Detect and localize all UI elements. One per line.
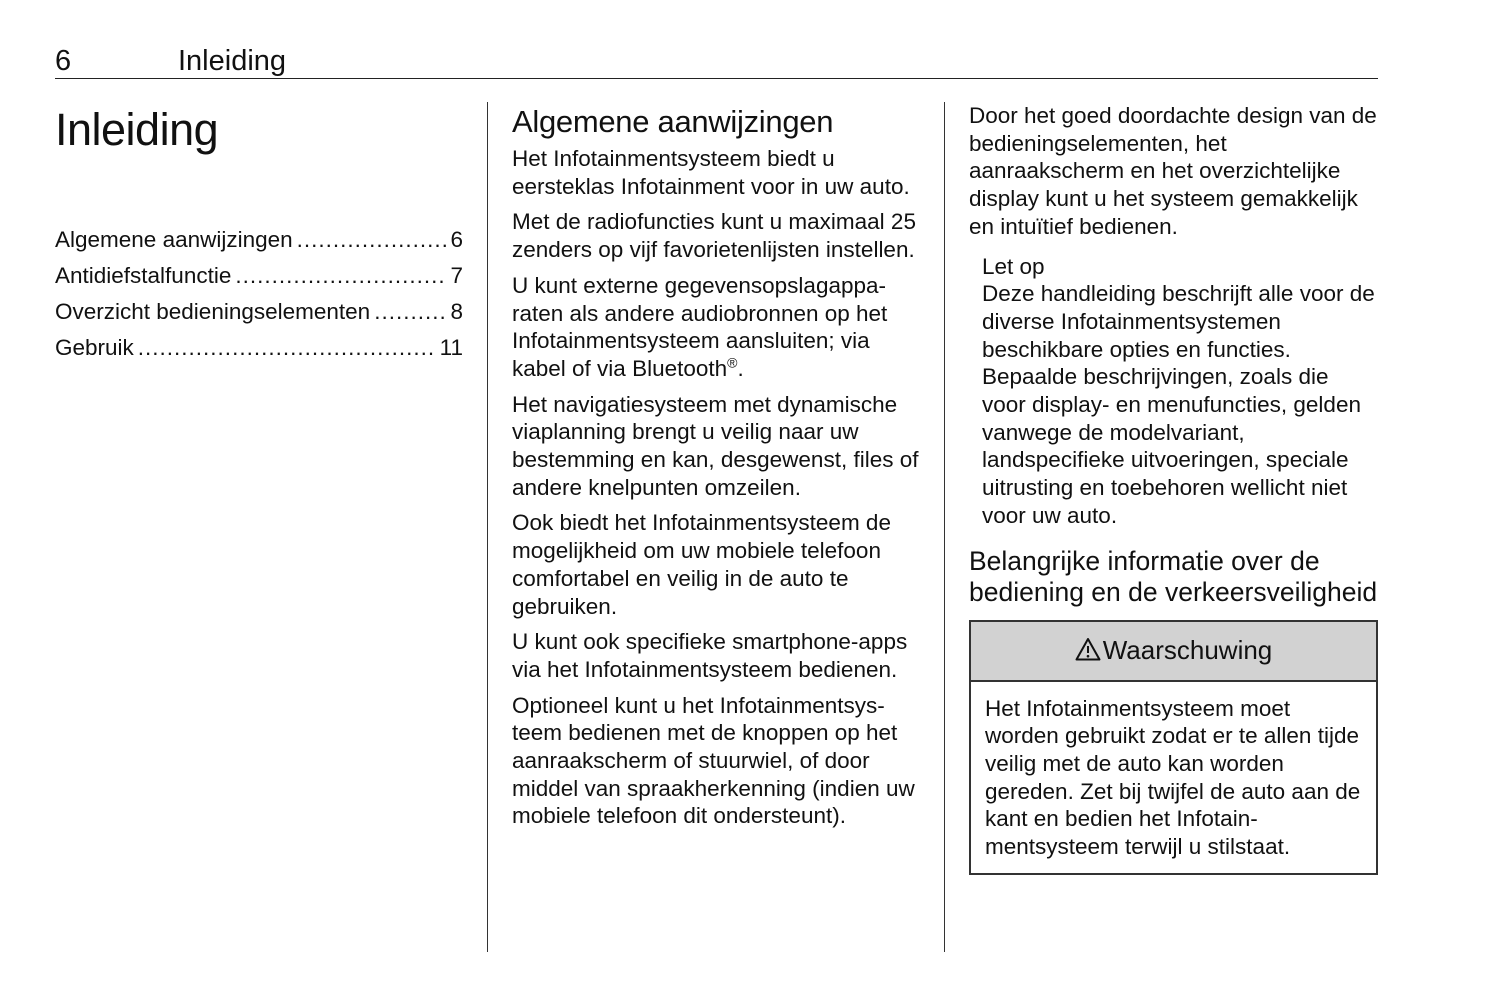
paragraph-text: U kunt externe gegevensopslagapparaten als andere audiobronnen op het Infotainmentsysteem aansluiten; via kabel of via Bluetooth [512,272,888,381]
toc-item[interactable] [55,330,463,366]
note-text: Deze handleiding beschrijft alle voor de diverse Infotainmentsystemen beschikbare opties en functies. Bepaalde beschrijvingen, zoals die voor display- en menufuncties, gelden vanwege de modelvariant, landspecifieke uitvoeringen, speciale uitrusting en toebehoren wellicht niet voor uw auto. [982,281,1375,528]
section-title: Algemene aanwijzingen [512,104,834,139]
column-divider [487,102,488,952]
note-block [982,253,1378,530]
toc-item[interactable] [55,222,463,258]
paragraph: Het Infotainmentsysteem biedt u eersteklas Infotainment voor in uw auto. [512,146,910,199]
page-number: 6 [55,45,72,77]
warning-header [971,622,1376,682]
toc-item-page: 7 [450,263,463,288]
toc-leader-dots [374,294,446,330]
paragraph: Optioneel kunt u het Infotainmentsysteem bedienen met de knoppen op het aanraakscherm of stuurwiel, of door middel van spraakherkenning (indien uw mobiele telefoon dit ondersteunt). [512,692,915,829]
paragraph: Met de radiofuncties kunt u maximaal 25 zenders op vijf favorietenlijsten instellen. [512,209,916,263]
paragraph: Ook biedt het Infotainmentsysteem de mogelijkheid om uw mobiele telefoon comfortabel en veilig in de auto te gebruiken. [512,510,891,619]
subsection-title: Belangrijke informatie over de bediening en de verkeersveiligheid [969,545,1378,607]
warning-text: Het Infotainmentsysteem moet worden gebruikt zodat er te allen tijde veilig met de auto kan worden gereden. Zet bij twijfel de auto aan de kant en bedien het Infotainmentsysteem terwijl u stilstaat. [985,695,1361,860]
column-right [969,100,1378,875]
table-of-contents [55,222,463,366]
registered-mark: ® [727,354,738,371]
toc-item-label: Algemene aanwijzingen [55,227,293,252]
page-header [55,44,1378,79]
column-left [55,100,463,366]
toc-item-page: 11 [439,335,463,360]
warning-triangle-icon [1075,637,1101,665]
chapter-title: Inleiding [55,104,219,155]
toc-item-label: Antidiefstalfunctie [55,263,232,288]
toc-item-page: 6 [450,227,463,252]
warning-title: Waarschuwing [1102,635,1273,666]
toc-item[interactable] [55,294,463,330]
toc-item[interactable] [55,258,463,294]
paragraph: Het navigatiesysteem met dynamische viaplanning brengt u veilig naar uw bestemming en kan, desgewenst, files of andere knelpunten omzeilen. [512,391,919,500]
toc-leader-dots [138,330,436,366]
column-middle [512,100,922,838]
toc-item-label: Gebruik [55,335,134,360]
paragraph: Door het goed doordachte design van de bedieningselementen, het aanraakscherm en het overzichtelijke display kunt u het systeem gemakkelijk en intuïtief bedienen. [969,103,1377,239]
warning-box [969,620,1378,875]
paragraph-end: . [737,355,744,381]
toc-leader-dots [235,258,446,294]
toc-item-label: Overzicht bedieningselementen [55,299,371,324]
paragraph: U kunt ook specifieke smartphone-apps via het Infotainmentsysteem bedienen. [512,629,908,682]
note-title: Let op [982,253,1045,279]
toc-item-page: 8 [450,299,463,324]
toc-leader-dots [297,222,447,258]
running-header-title: Inleiding [178,45,287,77]
column-divider [944,102,945,952]
paragraph [512,272,922,383]
